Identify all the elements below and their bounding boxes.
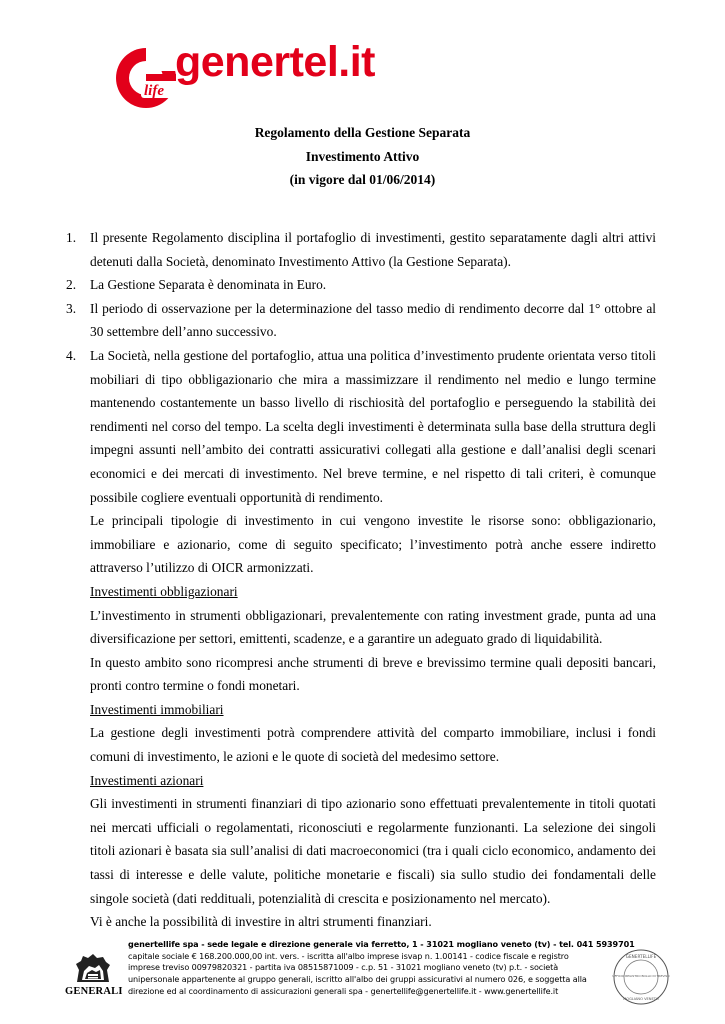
- document-effective-date: (in vigore dal 01/06/2014): [289, 172, 436, 187]
- list-item-number: 3.: [66, 300, 77, 316]
- lion-icon: [73, 952, 113, 986]
- list-item: [66, 273, 656, 297]
- logo-wordmark: genertel.it: [175, 38, 375, 86]
- bond-paragraph-1: L’investimento in strumenti obbligazionari, prevalentemente con rating investment grade, punta ad una diversificazione per settori, emittenti, scadenze, e a garantire un adeguato grado di liquidabilità.: [90, 607, 656, 647]
- footer-line-5: direzione ed al coordinamento di assicurazioni generali spa - genertellife@genertellife.it - www.genertellife.it: [128, 985, 559, 996]
- regulation-body: [66, 226, 656, 934]
- list-item-number: 1.: [66, 230, 77, 245]
- list-item-text: Il periodo di osservazione per la determinazione del tasso medio di rendimento decorre dal 1° ottobre al 30 settembre dell’anno successivo.: [90, 300, 656, 340]
- list-item-text: La Società, nella gestione del portafoglio, attua una politica d’investimento prudente orientata verso titoli mobiliari di tipo obbligazionario che mira a massimizzare il rendimento nel medio e lungo termine mantenendo costantemente un basso livello di rischiosità del portafoglio e perseguendo la stabilità dei rendimenti nel corso del tempo. La scelta degli investimenti è determinata sulla base della struttura degli impegni assunti nell’ambito dei contratti assicurativi collegati alla gestione e dall’analisi degli scenari economici e dei mercati di investimento. Nel breve termine, e nel rispetto di tali criteri, è comunque possibile cogliere eventuali opportunità di rendimento.: [90, 347, 656, 505]
- tax-stamp-seal-icon: [612, 948, 670, 1006]
- bond-paragraph-2: In questo ambito sono ricompresi anche strumenti di breve e brevissimo termine quali depositi bancari, pronti contro termine o fondi monetari.: [90, 654, 656, 694]
- real-estate-paragraph: La gestione degli investimenti potrà comprendere attività del comparto immobiliare, inclusi i fondi comuni di investimento, le azioni e le quote di società del medesimo settore.: [90, 725, 656, 765]
- footer-line-4: unipersonale appartenente al gruppo generali, iscritto all'albo dei gruppi assicurativi al numero 026, e soggetta alla: [128, 974, 587, 985]
- other-instruments-paragraph: Vi è anche la possibilità di investire in altri strumenti finanziari.: [90, 914, 432, 930]
- list-item: [66, 226, 656, 273]
- page-footer: [60, 938, 670, 1014]
- list-item-text: Il presente Regolamento disciplina il portafoglio di investimenti, gestito separatamente dagli altri attivi detenuti dalla Società, denominato Investimento Attivo (la Gestione Separata).: [90, 230, 656, 269]
- equity-investments-heading: Investimenti azionari: [90, 772, 204, 788]
- investment-types-paragraph: Le principali tipologie di investimento in cui vengono investite le risorse sono: obbligazionario, immobiliare e azionario, come di seguito specificato; l’investimento potrà anche essere indiretto attraverso l’utilizzo di OICR armonizzati.: [90, 513, 656, 576]
- g-life-logo-icon: [113, 40, 183, 116]
- company-legal-info: [128, 939, 635, 998]
- footer-line-2: capitale sociale € 168.200.000,00 int. vers. - iscritta all'albo imprese isvap n. 1.00141 - codice fiscale e registro: [128, 950, 569, 961]
- svg-text:MOGLIANO VENETO: MOGLIANO VENETO: [623, 997, 659, 1001]
- footer-line-1: genertellife spa - sede legale e direzione generale via ferretto, 1 - 31021 mogliano veneto (tv) - tel. 041 5939701: [128, 939, 635, 949]
- equity-paragraph: Gli investimenti in strumenti finanziari di tipo azionario sono effettuati prevalentemente in titoli quotati nei mercati ufficiali o regolamentati, riconosciuti e regolarmente funzionanti. La selezione dei singoli titoli azionari è basata sia sull’analisi di dati macroeconomici (tra i quali ciclo economico, andamento dei tassi di interesse e delle valute, politiche monetarie e fiscali) sia sullo studio dei fondamentali delle singole società (dati reddituali, potenzialità di crescita e posizionamento nel mercato).: [90, 796, 656, 906]
- svg-text:life: life: [144, 83, 164, 99]
- list-item: [66, 344, 656, 509]
- document-subtitle: Investimento Attivo: [305, 149, 420, 164]
- list-item: [66, 297, 656, 344]
- list-item-number: 2.: [66, 277, 77, 293]
- document-title: Regolamento della Gestione Separata: [254, 125, 471, 140]
- real-estate-investments-heading: Investimenti immobiliari: [90, 701, 224, 717]
- svg-text:GENERTELLIFE: GENERTELLIFE: [625, 954, 657, 959]
- generali-logo: [65, 952, 121, 997]
- genertel-logo: [113, 40, 373, 116]
- generali-wordmark: GENERALI: [65, 986, 123, 997]
- footer-line-3: imprese treviso 00979820321 - partita iva 08515871009 - c.p. 51 - 31021 mogliano veneto (tv) p.t. - società: [128, 962, 559, 973]
- list-item-text: La Gestione Separata è denominata in Euro.: [90, 277, 327, 293]
- svg-text:UFFICIO REGISTRO BOLLO DI TREV: UFFICIO REGISTRO BOLLO DI TREVISO: [612, 974, 670, 978]
- bond-investments-heading: Investimenti obbligazionari: [90, 583, 238, 599]
- list-item-number: 4.: [66, 347, 77, 363]
